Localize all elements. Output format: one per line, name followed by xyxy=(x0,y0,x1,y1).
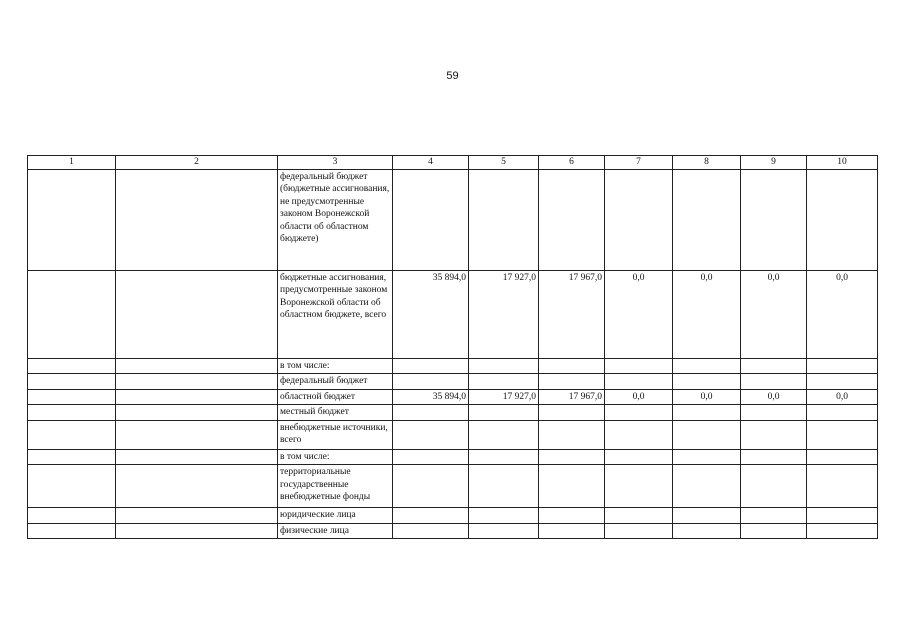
table-row xyxy=(28,449,878,465)
cell-value xyxy=(539,169,605,270)
cell-value xyxy=(605,374,673,390)
cell-value xyxy=(393,420,469,449)
cell-value xyxy=(605,465,673,508)
cell-value xyxy=(539,420,605,449)
cell-value xyxy=(605,358,673,374)
cell-value xyxy=(673,523,741,539)
row-label: местный бюджет xyxy=(278,405,393,421)
cell-col-1 xyxy=(28,465,116,508)
cell-value xyxy=(673,358,741,374)
cell-value xyxy=(393,405,469,421)
header-col-3: 3 xyxy=(278,156,393,170)
cell-value xyxy=(807,420,878,449)
header-col-8: 8 xyxy=(673,156,741,170)
cell-value: 0,0 xyxy=(741,389,807,405)
row-label: физические лица xyxy=(278,523,393,539)
table-row xyxy=(28,405,878,421)
cell-value xyxy=(605,420,673,449)
cell-value xyxy=(807,169,878,270)
cell-col-1 xyxy=(28,358,116,374)
table-row xyxy=(28,374,878,390)
cell-value: 35 894,0 xyxy=(393,389,469,405)
row-label: в том числе: xyxy=(278,449,393,465)
cell-value: 17 967,0 xyxy=(539,389,605,405)
cell-value xyxy=(469,508,539,524)
cell-value: 0,0 xyxy=(673,270,741,358)
cell-value xyxy=(393,374,469,390)
header-col-4: 4 xyxy=(393,156,469,170)
row-label: территориальные государственные внебюджетные фонды xyxy=(278,465,393,508)
cell-value: 35 894,0 xyxy=(393,270,469,358)
table-row xyxy=(28,358,878,374)
cell-value xyxy=(605,405,673,421)
cell-value xyxy=(469,465,539,508)
cell-value: 0,0 xyxy=(807,389,878,405)
cell-value xyxy=(469,169,539,270)
row-label: бюджетные ассигнования, предусмотренные законом Воронежской области об областном бюджете, всего xyxy=(278,270,393,358)
cell-value xyxy=(393,508,469,524)
cell-value xyxy=(393,465,469,508)
cell-value xyxy=(807,405,878,421)
cell-value xyxy=(741,374,807,390)
cell-col-1 xyxy=(28,508,116,524)
row-label: внебюджетные источники, всего xyxy=(278,420,393,449)
cell-value: 0,0 xyxy=(741,270,807,358)
table-row xyxy=(28,389,878,405)
cell-value xyxy=(393,523,469,539)
cell-value xyxy=(673,374,741,390)
cell-col-2 xyxy=(116,389,278,405)
cell-col-1 xyxy=(28,523,116,539)
header-col-5: 5 xyxy=(469,156,539,170)
page-number: 59 xyxy=(446,70,459,82)
header-col-6: 6 xyxy=(539,156,605,170)
cell-col-2 xyxy=(116,465,278,508)
cell-value xyxy=(741,523,807,539)
cell-value xyxy=(673,508,741,524)
cell-value xyxy=(807,523,878,539)
cell-col-1 xyxy=(28,405,116,421)
cell-value xyxy=(605,508,673,524)
cell-col-2 xyxy=(116,508,278,524)
cell-value xyxy=(469,405,539,421)
cell-value xyxy=(741,508,807,524)
cell-value xyxy=(741,465,807,508)
cell-col-1 xyxy=(28,169,116,270)
table-row xyxy=(28,523,878,539)
cell-col-2 xyxy=(116,405,278,421)
cell-value xyxy=(673,420,741,449)
cell-value xyxy=(605,523,673,539)
cell-value: 0,0 xyxy=(807,270,878,358)
row-label: областной бюджет xyxy=(278,389,393,405)
cell-col-1 xyxy=(28,389,116,405)
cell-value xyxy=(393,449,469,465)
cell-col-2 xyxy=(116,420,278,449)
cell-value xyxy=(539,374,605,390)
row-label: федеральный бюджет (бюджетные ассигнования, не предусмотренные законом Воронежской области об областном бюджете) xyxy=(278,169,393,270)
row-label: юридические лица xyxy=(278,508,393,524)
cell-value xyxy=(741,358,807,374)
header-row xyxy=(28,156,878,170)
header-col-7: 7 xyxy=(605,156,673,170)
cell-col-2 xyxy=(116,358,278,374)
cell-value xyxy=(807,358,878,374)
cell-col-2 xyxy=(116,449,278,465)
cell-value xyxy=(539,465,605,508)
cell-col-2 xyxy=(116,169,278,270)
cell-value: 0,0 xyxy=(605,389,673,405)
cell-value xyxy=(807,465,878,508)
budget-table xyxy=(27,155,878,539)
cell-col-1 xyxy=(28,420,116,449)
cell-value: 17 967,0 xyxy=(539,270,605,358)
cell-value: 17 927,0 xyxy=(469,270,539,358)
row-label: федеральный бюджет xyxy=(278,374,393,390)
cell-value xyxy=(741,405,807,421)
cell-value xyxy=(469,374,539,390)
table-row xyxy=(28,508,878,524)
cell-value xyxy=(539,358,605,374)
cell-value xyxy=(539,508,605,524)
cell-value xyxy=(807,449,878,465)
cell-col-1 xyxy=(28,449,116,465)
cell-value xyxy=(469,449,539,465)
cell-value xyxy=(741,169,807,270)
cell-value: 0,0 xyxy=(673,389,741,405)
row-label: в том числе: xyxy=(278,358,393,374)
header-col-9: 9 xyxy=(741,156,807,170)
cell-value: 17 927,0 xyxy=(469,389,539,405)
cell-value xyxy=(673,169,741,270)
cell-value xyxy=(605,449,673,465)
cell-col-2 xyxy=(116,270,278,358)
cell-value xyxy=(741,420,807,449)
table-row xyxy=(28,420,878,449)
cell-value xyxy=(673,405,741,421)
cell-value xyxy=(605,169,673,270)
cell-value xyxy=(807,508,878,524)
table-row xyxy=(28,169,878,270)
cell-col-1 xyxy=(28,270,116,358)
cell-value xyxy=(469,358,539,374)
cell-value xyxy=(539,405,605,421)
table-row xyxy=(28,270,878,358)
cell-value xyxy=(673,465,741,508)
cell-value xyxy=(393,358,469,374)
cell-col-2 xyxy=(116,374,278,390)
cell-col-1 xyxy=(28,374,116,390)
header-col-2: 2 xyxy=(116,156,278,170)
cell-value xyxy=(393,169,469,270)
cell-value: 0,0 xyxy=(605,270,673,358)
header-col-10: 10 xyxy=(807,156,878,170)
cell-value xyxy=(469,523,539,539)
cell-value xyxy=(469,420,539,449)
cell-value xyxy=(539,523,605,539)
cell-value xyxy=(673,449,741,465)
cell-value xyxy=(807,374,878,390)
cell-value xyxy=(741,449,807,465)
cell-value xyxy=(539,449,605,465)
cell-col-2 xyxy=(116,523,278,539)
table-row xyxy=(28,465,878,508)
header-col-1: 1 xyxy=(28,156,116,170)
